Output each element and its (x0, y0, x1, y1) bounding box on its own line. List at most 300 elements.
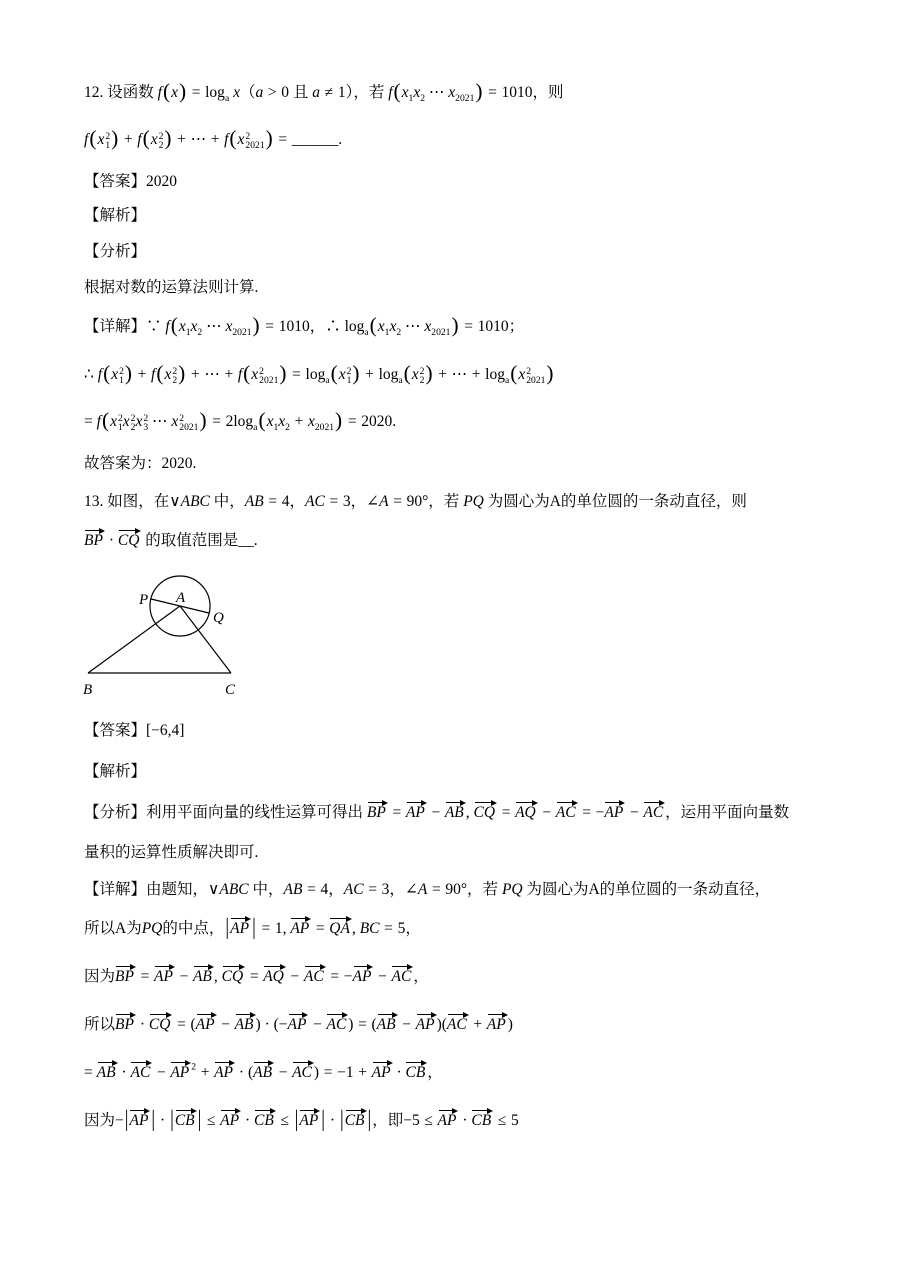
text-run: ⋯ (204, 366, 220, 383)
math-operator: + (190, 366, 200, 383)
text-run: 4， (320, 881, 344, 898)
subscript: 1 (119, 375, 124, 387)
math-paren: ( (403, 361, 411, 386)
math-variable: A (379, 493, 389, 510)
math-operator: = (265, 318, 275, 335)
math-operator: + (471, 366, 481, 383)
math-operator: = (330, 968, 340, 985)
subscript: 1 (346, 375, 352, 387)
vector: AP (487, 1013, 508, 1033)
math-paren: ) (475, 79, 483, 104)
math-operator: = (261, 920, 271, 937)
subscript: a (253, 422, 258, 434)
abs-bar: | (321, 1106, 326, 1133)
math-operator: − (402, 1016, 411, 1033)
math-paren: ) (425, 361, 433, 386)
math-operator: = (212, 413, 221, 430)
subscript: 2021 (526, 375, 546, 387)
text-run: , (465, 804, 474, 821)
side-ab (88, 606, 180, 673)
text-run: 故答案为：2020. (84, 455, 197, 472)
math-operator: = (177, 1016, 186, 1033)
math-operator: − (179, 968, 189, 985)
q12-detail-line-2 (84, 360, 555, 390)
q12-fenxi-heading (84, 237, 146, 267)
text-run: , (213, 968, 222, 985)
text-run: 【详解】∵ (84, 318, 166, 335)
math-variable: f (224, 131, 229, 148)
math-variable: x (413, 84, 421, 101)
math-operator: − (378, 968, 387, 985)
subscript: 2021 (232, 327, 252, 339)
math-operator: = (384, 920, 393, 937)
q12-answer (84, 167, 177, 197)
math-operator: + (210, 131, 220, 148)
text-run: ( (371, 1016, 377, 1033)
subscript: 1 (273, 422, 279, 434)
math-variable: a (255, 84, 264, 101)
superscript: 2 (191, 1061, 197, 1073)
vector: BP (115, 1013, 136, 1033)
math-paren: ) (124, 361, 132, 386)
math-variable: AC (343, 881, 364, 898)
sup-sub-stack (420, 367, 425, 386)
math-operator: ≤ (424, 1112, 433, 1129)
math-operator: − (278, 1064, 288, 1081)
text-run: 1, (274, 920, 291, 937)
math-operator: + (177, 131, 186, 148)
text-run: ) (507, 1016, 513, 1033)
subscript: 2 (396, 327, 402, 339)
math-paren: ) (164, 126, 172, 151)
math-paren: ) (546, 361, 554, 386)
subscript: 2 (158, 140, 164, 152)
q13-fenxi-line-2 (84, 838, 258, 868)
q13-detail-line-1 (84, 875, 770, 905)
text-run: ⋯ (425, 84, 449, 101)
q12-detail-line-1 (84, 312, 524, 342)
math-operator: = (140, 968, 150, 985)
math-paren: ) (111, 126, 119, 151)
vector: CQ (149, 1013, 173, 1033)
text-run: 5 (511, 1112, 519, 1129)
math-variable: x (401, 84, 409, 101)
math-variable: PQ (501, 881, 523, 898)
text-run: 根据对数的运算法则计算. (84, 279, 259, 296)
vector: AC (447, 1013, 469, 1033)
vector: AQ (515, 801, 538, 821)
q12-stem-line-2 (84, 125, 342, 155)
superscript: 2 (143, 412, 149, 424)
superscript: 2 (259, 365, 264, 377)
math-variable: x (111, 366, 119, 383)
text-run: 2020. (361, 413, 397, 430)
subscript: a (364, 327, 369, 339)
math-paren: ( (103, 361, 111, 386)
text-run: 中， (209, 493, 245, 510)
math-operator: = (431, 881, 441, 898)
text-run: = (84, 413, 97, 430)
subscript: a (398, 375, 403, 387)
vector: AB (235, 1013, 256, 1033)
subscript: 2021 (179, 422, 199, 434)
text-run: ∴ (84, 366, 98, 383)
abs-bar: | (197, 1106, 202, 1133)
text-run: 所以A为 (84, 920, 142, 937)
vector: AP (288, 1013, 309, 1033)
math-paren: ) (252, 313, 260, 338)
q13-detail-line-6 (84, 1106, 519, 1136)
math-variable: x (110, 413, 117, 430)
label-c: C (225, 682, 236, 698)
math-paren: ( (229, 126, 237, 151)
math-paren: ( (393, 79, 401, 104)
text-run: 为圆心为A的单位圆的一条动直径，则 (483, 493, 747, 510)
vector: CB (175, 1109, 197, 1129)
text-run: − (595, 804, 605, 821)
subscript: a (325, 375, 330, 387)
math-operator: > (267, 84, 277, 101)
sup-sub-stack (119, 367, 124, 386)
text-run: 因为− (84, 1112, 124, 1129)
superscript: 2 (419, 365, 425, 377)
text-run: · (392, 1064, 406, 1081)
text-run: 90°，若 (445, 881, 502, 898)
vector: AP (170, 1061, 191, 1081)
vector: AP (604, 801, 625, 821)
vector: AB (445, 801, 466, 821)
math-operator: = (347, 413, 357, 430)
vector: AP (220, 1109, 241, 1129)
text-run: 【答案】[−6,4] (84, 722, 185, 739)
math-paren: ( (162, 79, 171, 104)
math-variable: ABC (219, 881, 249, 898)
text-run: 【解析】 (84, 207, 147, 224)
vector: AC (304, 965, 326, 985)
text-run: 量积的运算性质解决即可. (84, 844, 259, 861)
math-variable: x (229, 84, 240, 101)
text-run: −1 (337, 1064, 354, 1081)
text-run: log (378, 366, 399, 383)
vector: AC (326, 1013, 348, 1033)
sup-sub-stack (179, 414, 198, 433)
math-operator: − (156, 1064, 166, 1081)
math-paren: ( (142, 126, 150, 151)
superscript: 2 (158, 130, 164, 142)
text-run: · (458, 1112, 472, 1129)
text-run: ) (313, 1064, 320, 1081)
subscript: 1 (117, 422, 123, 434)
abs-bar: | (225, 914, 230, 941)
text-run: · (241, 1112, 255, 1129)
math-operator: − (542, 804, 552, 821)
math-variable: f (388, 84, 393, 101)
text-run: · (117, 1064, 131, 1081)
text-run: ⋯ (190, 131, 207, 148)
text-run: 90°，若 (406, 493, 464, 510)
math-operator: = (464, 318, 473, 335)
text-run: 所以 (84, 1016, 116, 1033)
subscript: 3 (143, 422, 149, 434)
text-run: log (205, 84, 225, 101)
text-run: = (84, 1064, 97, 1081)
math-paren: ) (178, 361, 186, 386)
text-run: ，即−5 (372, 1112, 420, 1129)
math-paren: ( (170, 313, 178, 338)
math-variable: x (171, 413, 179, 430)
text-run: 【答案】2020 (84, 173, 178, 190)
text-run: log (305, 366, 326, 383)
math-operator: = (501, 804, 511, 821)
math-variable: x (225, 318, 233, 335)
math-operator: = (488, 84, 497, 101)
math-operator: + (358, 1064, 367, 1081)
math-variable: x (237, 131, 245, 148)
math-paren: ( (156, 361, 164, 386)
math-variable: x (266, 413, 274, 430)
vector: CQ (474, 801, 498, 821)
math-operator: = (392, 804, 402, 821)
vector: CB (254, 1109, 276, 1129)
math-variable: ABC (180, 493, 210, 510)
vector: AP (154, 965, 175, 985)
vector: BP (84, 529, 105, 549)
subscript: 1 (384, 327, 390, 339)
label-a: A (176, 590, 186, 606)
math-operator: = (329, 493, 339, 510)
q12-fenxi-text (84, 273, 258, 303)
math-variable: f (157, 84, 162, 101)
text-run: ⋯ (451, 366, 468, 383)
math-operator: ≠ (324, 84, 334, 101)
subscript: 1 (185, 327, 191, 339)
subscript: 2021 (431, 327, 451, 339)
superscript: 2 (245, 130, 251, 142)
math-variable: f (151, 366, 156, 383)
math-operator: + (438, 366, 447, 383)
math-variable: BC (359, 920, 380, 937)
vector: AC (391, 965, 413, 985)
math-operator: − (221, 1016, 230, 1033)
math-operator: = (358, 1016, 367, 1033)
vector: AP (230, 917, 251, 937)
vector: CB (345, 1109, 367, 1129)
superscript: 2 (105, 130, 111, 142)
q12-stem-line-1 (84, 78, 564, 108)
math-paren: ( (510, 361, 518, 386)
q13-stem-line-1 (84, 487, 747, 517)
math-operator: + (123, 131, 133, 148)
math-paren: ) (178, 79, 187, 104)
text-run: 1010； (477, 318, 525, 335)
math-paren: ) (265, 126, 273, 151)
vector: AP (196, 1013, 217, 1033)
text-run: （ (239, 84, 256, 101)
math-paren: ) (279, 361, 287, 386)
label-q: Q (213, 610, 224, 626)
abs-bar: | (339, 1106, 344, 1133)
math-variable: f (137, 131, 142, 148)
abs-bar: | (124, 1106, 129, 1133)
math-operator: + (294, 413, 304, 430)
math-variable: f (237, 366, 243, 383)
math-operator: + (224, 366, 234, 383)
text-run: 1），若 (337, 84, 389, 101)
q12-jiexi-heading (84, 201, 146, 231)
math-variable: f (84, 131, 89, 148)
math-variable: AC (305, 493, 325, 510)
math-variable: AB (283, 881, 303, 898)
text-run: ⋯ (401, 318, 425, 335)
triangle-unit-circle-figure (0, 560, 300, 710)
abs-bar: | (252, 914, 256, 941)
math-paren: ( (258, 408, 266, 433)
vector: AB (97, 1061, 118, 1081)
math-variable: PQ (463, 493, 484, 510)
subscript: 2 (197, 327, 203, 339)
text-run: 【分析】 (84, 243, 147, 260)
text-run: 因为 (84, 968, 116, 985)
text-run: 的中点， (162, 920, 225, 937)
vector: AP (353, 965, 374, 985)
math-variable: x (389, 318, 397, 335)
math-variable: x (424, 318, 432, 335)
text-run: 的取值范围是__. (141, 532, 258, 549)
q13-detail-line-3 (84, 962, 429, 992)
math-operator: + (365, 366, 374, 383)
math-paren: ( (101, 408, 110, 433)
math-operator: = (249, 968, 259, 985)
vector: AP (290, 917, 311, 937)
text-run: ) (348, 1016, 354, 1033)
subscript: 2 (420, 93, 426, 105)
vector: AP (416, 1013, 437, 1033)
sup-sub-stack (245, 132, 264, 151)
subscript: 2021 (314, 422, 335, 434)
text-run: · (135, 1016, 149, 1033)
vector: AB (253, 1061, 274, 1081)
vector: AC (643, 801, 665, 821)
text-run: 【分析】利用平面向量的线性运算可得出 (84, 804, 367, 821)
math-variable: A (417, 881, 428, 898)
math-variable: x (377, 318, 385, 335)
text-run: 【解析】 (84, 763, 147, 780)
math-variable: f (97, 366, 103, 383)
math-variable: x (411, 366, 419, 383)
q12-conclusion (84, 449, 196, 479)
abs-bar: | (151, 1106, 156, 1133)
math-variable: AB (244, 493, 264, 510)
math-variable: x (278, 413, 286, 430)
subscript: 2021 (259, 375, 279, 387)
math-operator: = (582, 804, 591, 821)
sup-sub-stack (159, 132, 164, 151)
text-run: − (343, 968, 353, 985)
text-run: 1010，则 (501, 84, 564, 101)
math-paren: ) (199, 408, 207, 433)
superscript: 2 (179, 412, 185, 424)
text-run: 4， (281, 493, 306, 510)
superscript: 2 (172, 365, 178, 377)
text-run: , (351, 920, 360, 937)
vector: AC (556, 801, 578, 821)
text-run: ______. (291, 131, 343, 148)
text-run: 中， (248, 881, 284, 898)
math-variable: x (251, 366, 259, 383)
math-operator: ≤ (497, 1112, 507, 1129)
text-run: 5， (397, 920, 421, 937)
superscript: 2 (526, 365, 532, 377)
subscript: 2021 (455, 93, 475, 105)
vector: CQ (222, 965, 246, 985)
superscript: 2 (117, 412, 123, 424)
text-run: )( (436, 1016, 447, 1033)
subscript: 2 (172, 375, 178, 387)
vector: AC (130, 1061, 152, 1081)
math-operator: = (323, 1064, 333, 1081)
text-run: ，运用平面向量数 (665, 804, 790, 821)
math-operator: = (268, 493, 278, 510)
superscript: 2 (130, 412, 136, 424)
math-variable: PQ (141, 920, 163, 937)
vector: AP (438, 1109, 459, 1129)
text-run: ， (427, 1064, 443, 1081)
vector: AP (129, 1109, 150, 1129)
vector: AP (214, 1061, 235, 1081)
sup-sub-stack (526, 367, 545, 386)
text-run: 1010，∴ log (278, 318, 365, 335)
math-variable: f (165, 318, 170, 335)
math-paren: ( (89, 126, 97, 151)
subscript: 2 (285, 422, 290, 434)
vector: QA (329, 917, 352, 937)
math-operator: − (290, 968, 300, 985)
math-variable: x (190, 318, 198, 335)
math-variable: x (338, 366, 346, 383)
math-paren: ( (369, 313, 377, 338)
subscript: 2 (419, 375, 425, 387)
text-run: 13. 如图，在∨ (84, 493, 181, 510)
text-run: log (485, 366, 505, 383)
vector: AC (292, 1061, 314, 1081)
vector: AQ (263, 965, 286, 985)
subscript: a (504, 375, 510, 387)
text-run: 3，∠ (342, 493, 380, 510)
math-operator: + (137, 366, 147, 383)
text-run: · (104, 532, 118, 549)
vector: AP (299, 1109, 320, 1129)
text-run: ⋯ (202, 318, 226, 335)
q13-detail-line-5 (84, 1058, 443, 1088)
text-run: · ( (235, 1064, 254, 1081)
text-run: 3，∠ (381, 881, 418, 898)
math-operator: = (292, 366, 301, 383)
math-variable: x (97, 131, 105, 148)
text-run: · (156, 1112, 170, 1129)
math-operator: − (431, 804, 441, 821)
text-run: 12. 设函数 (84, 84, 158, 101)
vector: AB (193, 965, 214, 985)
vector: AP (372, 1061, 393, 1081)
q13-stem-line-2 (84, 526, 258, 556)
math-paren: ( (330, 361, 338, 386)
math-variable: x (307, 413, 315, 430)
math-paren: ( (243, 361, 251, 386)
superscript: 2 (346, 365, 352, 377)
label-p: P (139, 592, 149, 608)
text-run: 为圆心为A的单位圆的一条动直径， (522, 881, 771, 898)
math-variable: f (96, 413, 101, 430)
